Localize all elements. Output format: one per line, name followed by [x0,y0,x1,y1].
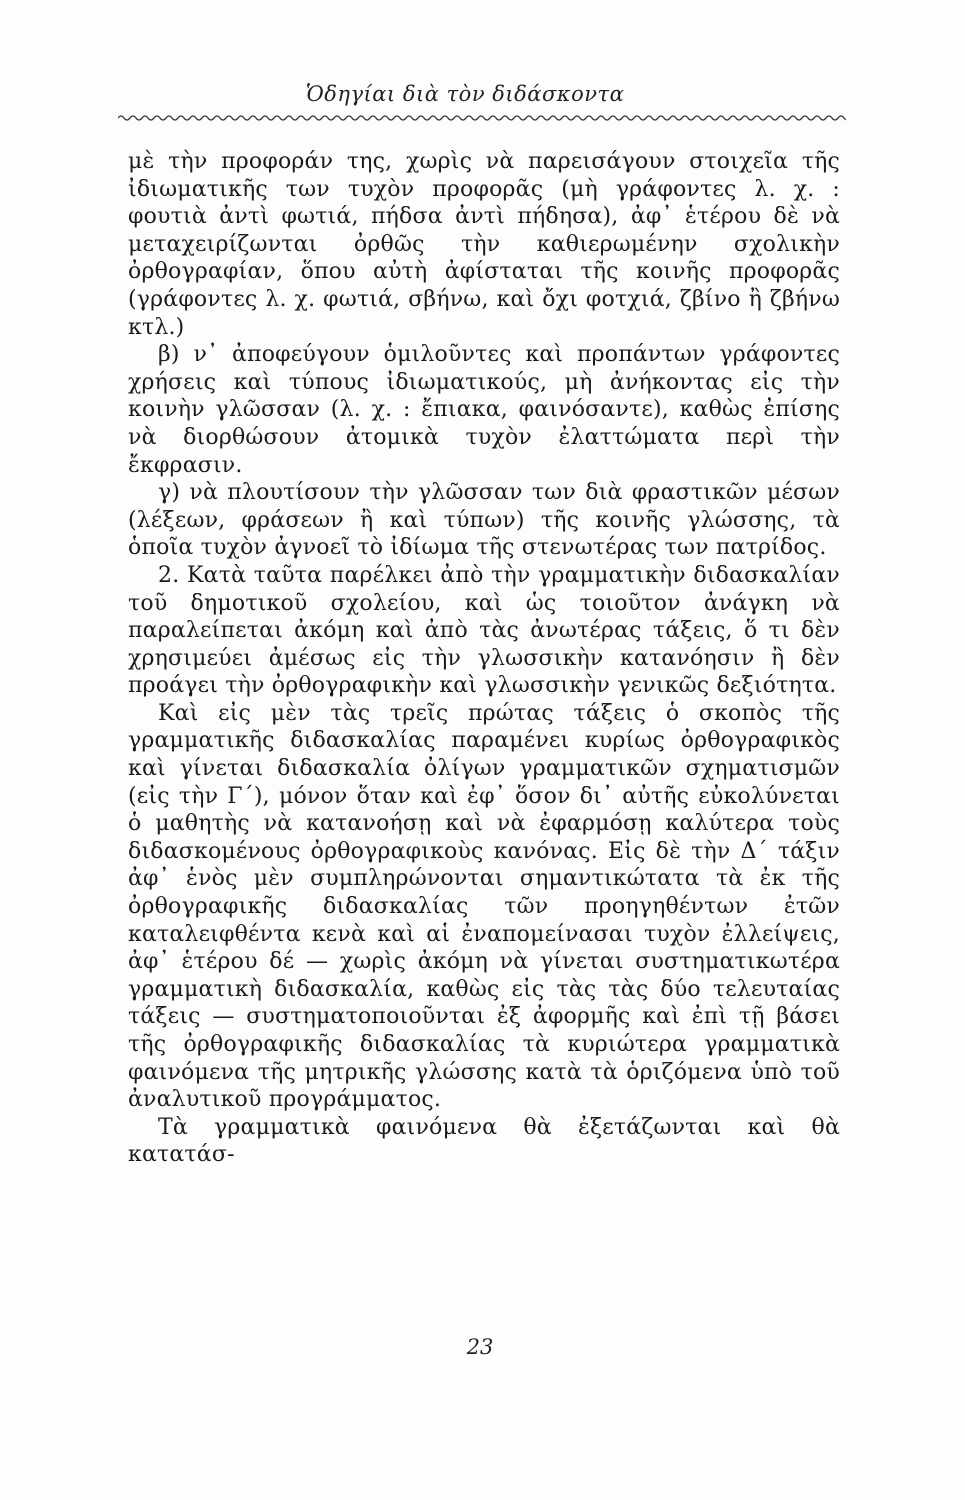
paragraph-item-c: γ) νὰ πλουτίσουν τὴν γλῶσσαν των διὰ φραστικῶν μέσων (λέξεων, φράσεων ἢ καὶ τύπων) τῆς κοινῆς γλώσσης, τὰ ὁποῖα τυχὸν ἀγνοεῖ τὸ ἰδίωμα τῆς στενωτέρας των πατρίδος. [128,480,840,561]
wavy-rule-divider [118,113,846,123]
body-text [128,148,840,1169]
paragraph-continuation: μὲ τὴν προφοράν της, χωρὶς νὰ παρεισάγουν στοιχεῖα τῆς ἰδιωματικῆς των τυχὸν προφορᾶς (μὴ γράφοντες λ. χ. : φουτιὰ ἀντὶ φωτιά, πήδσα ἀντὶ πήδησα), ἀφ᾽ ἑτέρου δὲ νὰ μεταχειρίζωνται ὀρθῶς τὴν καθιερωμένην σχολικὴν ὀρθογραφίαν, ὅπου αὐτὴ ἀφίσταται τῆς κοινῆς προφορᾶς (γράφοντες λ. χ. φωτιά, σβήνω, καὶ ὄχι φοτχιά, ζβίνο ἢ ζβήνω κτλ.) [128,149,840,340]
paragraph-item-b: β) ν᾽ ἀποφεύγουν ὁμιλοῦντες καὶ προπάντων γράφοντες χρήσεις καὶ τύπους ἰδιωματικούς, μὴ ἀνήκοντας εἰς τὴν κοινὴν γλῶσσαν (λ. χ. : ἔπιακα, φαινόσαντε), καθὼς ἐπίσης νὰ διορθώσουν ἀτομικὰ τυχὸν ἐλαττώματα περὶ τὴν ἔκφρασιν. [128,342,840,478]
page-number: 23 [466,1335,494,1359]
running-title: Ὁδηγίαι διὰ τὸν διδάσκοντα [305,82,625,106]
paragraph-grade-levels: Καὶ εἰς μὲν τὰς τρεῖς πρώτας τάξεις ὁ σκοπὸς τῆς γραμματικῆς διδασκαλίας παραμένει κυρίως ὀρθογραφικὸς καὶ γίνεται διδασκαλία ὀλίγων γραμματικῶν σχηματισμῶν (εἰς τὴν Γ´), μόνον ὅταν καὶ ἐφ᾽ ὅσον δι᾽ αὐτῆς εὐκολύνεται ὁ μαθητὴς νὰ κατανοήσῃ καὶ νὰ ἐφαρμόσῃ καλύτερα τοὺς διδασκομένους ὀρθογραφικοὺς κανόνας. Εἰς δὲ τὴν Δ´ τάξιν ἀφ᾽ ἑνὸς μὲν συμπληρώνονται σημαντικώτατα τὰ ἐκ τῆς ὀρθογραφικῆς διδασκαλίας τῶν προηγηθέντων ἐτῶν καταλειφθέντα κενὰ καὶ αἱ ἐναπομείνασαι τυχὸν ἐλλείψεις, ἀφ᾽ ἑτέρου δέ — χωρὶς ἀκόμη νὰ γίνεται συστηματικωτέρα γραμματικὴ διδασκαλία, καθὼς εἰς τὰς τὰς δύο τελευταίας τάξεις — συστηματοποιοῦνται ἐξ ἀφορμῆς καὶ ἐπὶ τῇ βάσει τῆς ὀρθογραφικῆς διδασκαλίας τὰ κυριώτερα γραμματικὰ φαινόμενα τῆς μητρικῆς γλώσσης κατὰ τὰ ὁριζόμενα ὑπὸ τοῦ ἀναλυτικοῦ προγράμματος. [128,700,840,1113]
paragraph-grammatical-phenomena: Τὰ γραμματικὰ φαινόμενα θὰ ἐξετάζωνται καὶ θὰ κατατάσ- [128,1114,840,1168]
paragraph-section-2: 2. Κατὰ ταῦτα παρέλκει ἀπὸ τὴν γραμματικὴν διδασκαλίαν τοῦ δημοτικοῦ σχολείου, καὶ ὡς τοιοῦτον ἀνάγκη νὰ παραλείπεται ἀκόμη καὶ ἀπὸ τὰς ἀνωτέρας τάξεις, ὅ τι δὲν χρησιμεύει ἀμέσως εἰς τὴν γλωσσικὴν κατανόησιν ἢ δὲν προάγει τὴν ὀρθογραφικὴν καὶ γλωσσικὴν γενικῶς δεξιότητα. [128,562,840,699]
